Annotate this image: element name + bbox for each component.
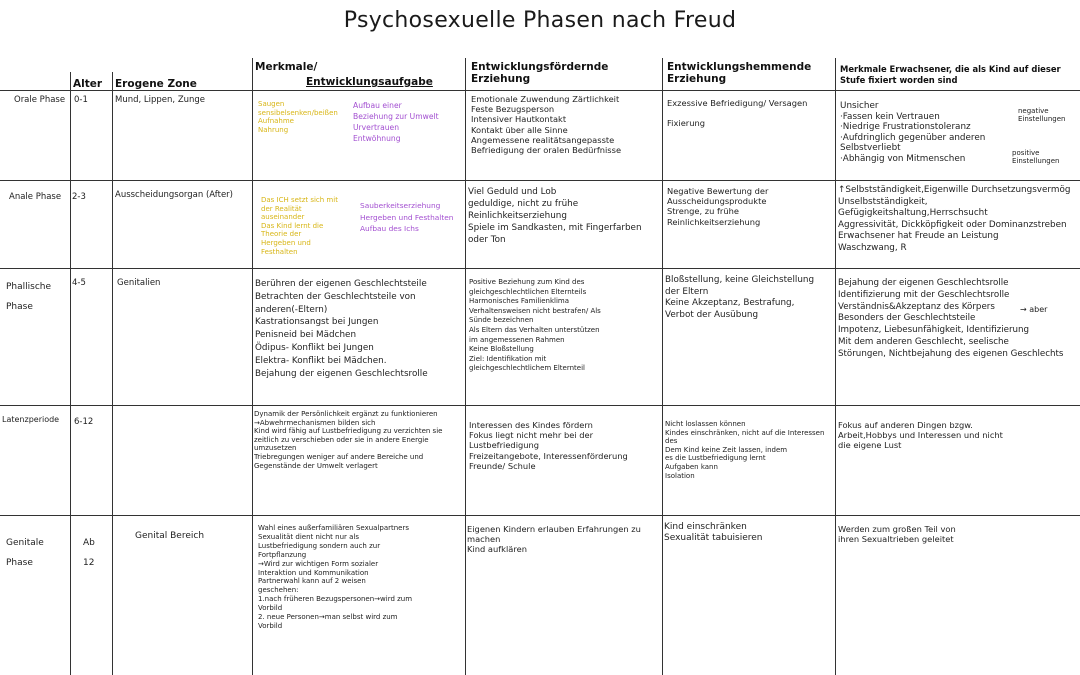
row-genital-phase: Genitale Phase [6,538,44,568]
header-merkmale-2: Entwicklungsaufgabe [306,76,433,88]
row-oral-hemmend: Exzessive Befriedigung/ Versagen Fixierung [667,98,808,129]
row-anal-erwachsene: ↑Selbstständigkeit,Eigenwille Durchsetzungsvermög Unselbstständigkeit, Gefügigkeitshaltung,Herrschsucht Aggressivität, Dickköpfigkeit oder Dominanzstreben Erwachsener hat Freude an Leistung Waschzwang, R [838,185,1071,253]
row-anal-zone: Ausscheidungsorgan (After) [115,190,233,200]
row-latency-erwachsene: Fokus auf anderen Dingen bzgw. Arbeit,Hobbys und Interessen und nicht die eigene Lust [838,420,1003,451]
row-latency-foerdernd: Interessen des Kindes fördern Fokus liegt nicht mehr bei der Lustbefriedigung Freizeitangebote, Interessenförderung Freunde/ Schule [469,420,628,471]
row-oral-merkmale-a: Saugen sensibelsenken/beißen Aufnahme Nahrung [258,100,338,134]
row-oral-alter: 0-1 [74,95,88,105]
header-foerdernd: Entwicklungsfördernde Erziehung [471,61,609,85]
row-anal-alter: 2-3 [72,192,86,202]
row-anal-foerdernd: Viel Geduld und Lob geduldige, nicht zu frühe Reinlichkeitserziehung Spiele im Sandkasten, mit Fingerfarben oder Ton [468,187,642,245]
row-latency-phase: Latenzperiode [2,415,60,424]
row-anal-merkmale-a: Das ICH setzt sich mit der Realität auseinander Das Kind lernt die Theorie der Hergeben und Festhalten [261,196,338,256]
row-genital-erwachsene: Werden zum großen Teil von ihren Sexualtrieben geleitet [838,524,956,545]
row-line-2 [0,268,1080,269]
row-latency-hemmend: Nicht loslassen können Kindes einschränken, nicht auf die Interessen des Dem Kind keine Zeit lassen, indem es die Lustbefriedigung lernt Aufgaben kann Isolation [665,420,825,480]
header-merkmale: Merkmale/ [255,61,318,73]
row-anal-hemmend: Negative Bewertung der Ausscheidungsprodukte Strenge, zu frühe Reinlichkeitserziehung [667,186,769,227]
row-genital-alter: Ab 12 [83,538,95,568]
page-title: Psychosexuelle Phasen nach Freud [343,8,737,33]
row-phallic-zone: Genitalien [117,278,161,288]
row-phallic-merkmale: Berühren der eigenen Geschlechtsteile Betrachten der Geschlechtsteile von anderen(-Eltern) Kastrationsangst bei Jungen Penisneid bei Mädchen Ödipus- Konflikt bei Jungen Elektra- Konflikt bei Mädchen. Bejahung der eigenen Geschlechtsrolle [255,279,428,379]
row-genital-foerdernd: Eigenen Kindern erlauben Erfahrungen zu machen Kind aufklären [467,524,641,555]
row-oral-erwachsene: Unsicher ·Fassen kein Vertrauen ·Niedrige Frustrationstoleranz ·Aufdringlich gegenüber anderen Selbstverliebt ·Abhängig von Mitmenschen [840,101,986,164]
col-line-5 [662,58,663,675]
col-line-1 [70,72,71,675]
row-line-3 [0,405,1080,406]
header-hemmend: Entwicklungshemmende Erziehung [667,61,812,85]
row-oral-foerdernd: Emotionale Zuwendung Zärtlichkeit Feste Bezugsperson Intensiver Hautkontakt Kontakt über alle Sinne Angemessene realitätsangepasste Befriedigung der oralen Bedürfnisse [471,94,622,156]
row-phallic-foerdernd: Positive Beziehung zum Kind des gleichgeschlechtlichen Elternteils Harmonisches Familienklima Verhaltensweisen nicht bestrafen/ Als Sünde bezeichnen Als Eltern das Verhalten unterstützen im angemessenen Rahmen Keine Bloßstellung Ziel: Identifikation mit gleichgeschlechtlichem Elternteil [469,278,601,373]
row-line-0 [0,90,1080,91]
header-erwachsene: Merkmale Erwachsener, die als Kind auf dieser Stufe fixiert worden sind [840,64,1061,85]
row-anal-merkmale-b: Sauberkeitserziehung Hergeben und Festhalten Aufbau des Ichs [360,201,454,233]
col-line-6 [835,58,836,675]
col-line-3 [252,58,253,675]
row-anal-phase: Anale Phase [9,192,62,202]
row-phallic-hemmend: Bloßstellung, keine Gleichstellung der Eltern Keine Akzeptanz, Bestrafung, Verbot der Ausübung [665,275,815,320]
note-arrow: → aber [1020,305,1048,314]
row-line-4 [0,515,1080,516]
row-genital-hemmend: Kind einschränken Sexualität tabuisieren [664,522,763,543]
row-oral-phase: Orale Phase [14,95,66,105]
row-phallic-phase: Phallische Phase [6,282,52,312]
note-positive: positive Einstellungen [1012,149,1060,165]
row-phallic-erwachsene: Bejahung der eigenen Geschlechtsrolle Identifizierung mit der Geschlechtsrolle Verständnis&Akzeptanz des Körpers Besonders der Geschlechtsteile Impotenz, Liebesunfähigkeit, Identifizierung Mit dem anderen Geschlecht, seelische Störungen, Nichtbejahung des eigenen Geschlechts [838,278,1064,359]
row-genital-zone: Genital Bereich [135,531,205,541]
col-line-2 [112,72,113,675]
row-latency-merkmale: Dynamik der Persönlichkeit ergänzt zu funktionieren →Abwehrmechanismen bilden sich Kind wird fähig auf Lustbefriedigung zu verzichten sie zeitlich zu verschieben oder sie in andere Energie umzusetzen Triebregungen weniger auf andere Bereiche und Gegenstände der Umwelt verlagert [254,410,443,470]
row-line-1 [0,180,1080,181]
note-negative: negative Einstellungen [1018,107,1066,123]
col-line-4 [465,58,466,675]
header-zone: Erogene Zone [115,78,197,90]
row-oral-zone: Mund, Lippen, Zunge [115,95,206,105]
header-alter: Alter [73,78,103,90]
row-oral-merkmale-b: Aufbau einer Beziehung zur Umwelt Urvertrauen Entwöhnung [353,101,439,143]
row-latency-alter: 6-12 [74,417,94,427]
row-genital-merkmale: Wahl eines außerfamiliären Sexualpartners Sexualität dient nicht nur als Lustbefriedigung sondern auch zur Fortpflanzung →Wird zur wichtigen Form sozialer Interaktion und Kommunikation Partnerwahl kann auf 2 weisen geschehen: 1.nach früheren Bezugspersonen→wird zum Vorbild 2. neue Personen→man selbst wird zum Vorbild [258,524,413,630]
row-phallic-alter: 4-5 [72,278,86,288]
